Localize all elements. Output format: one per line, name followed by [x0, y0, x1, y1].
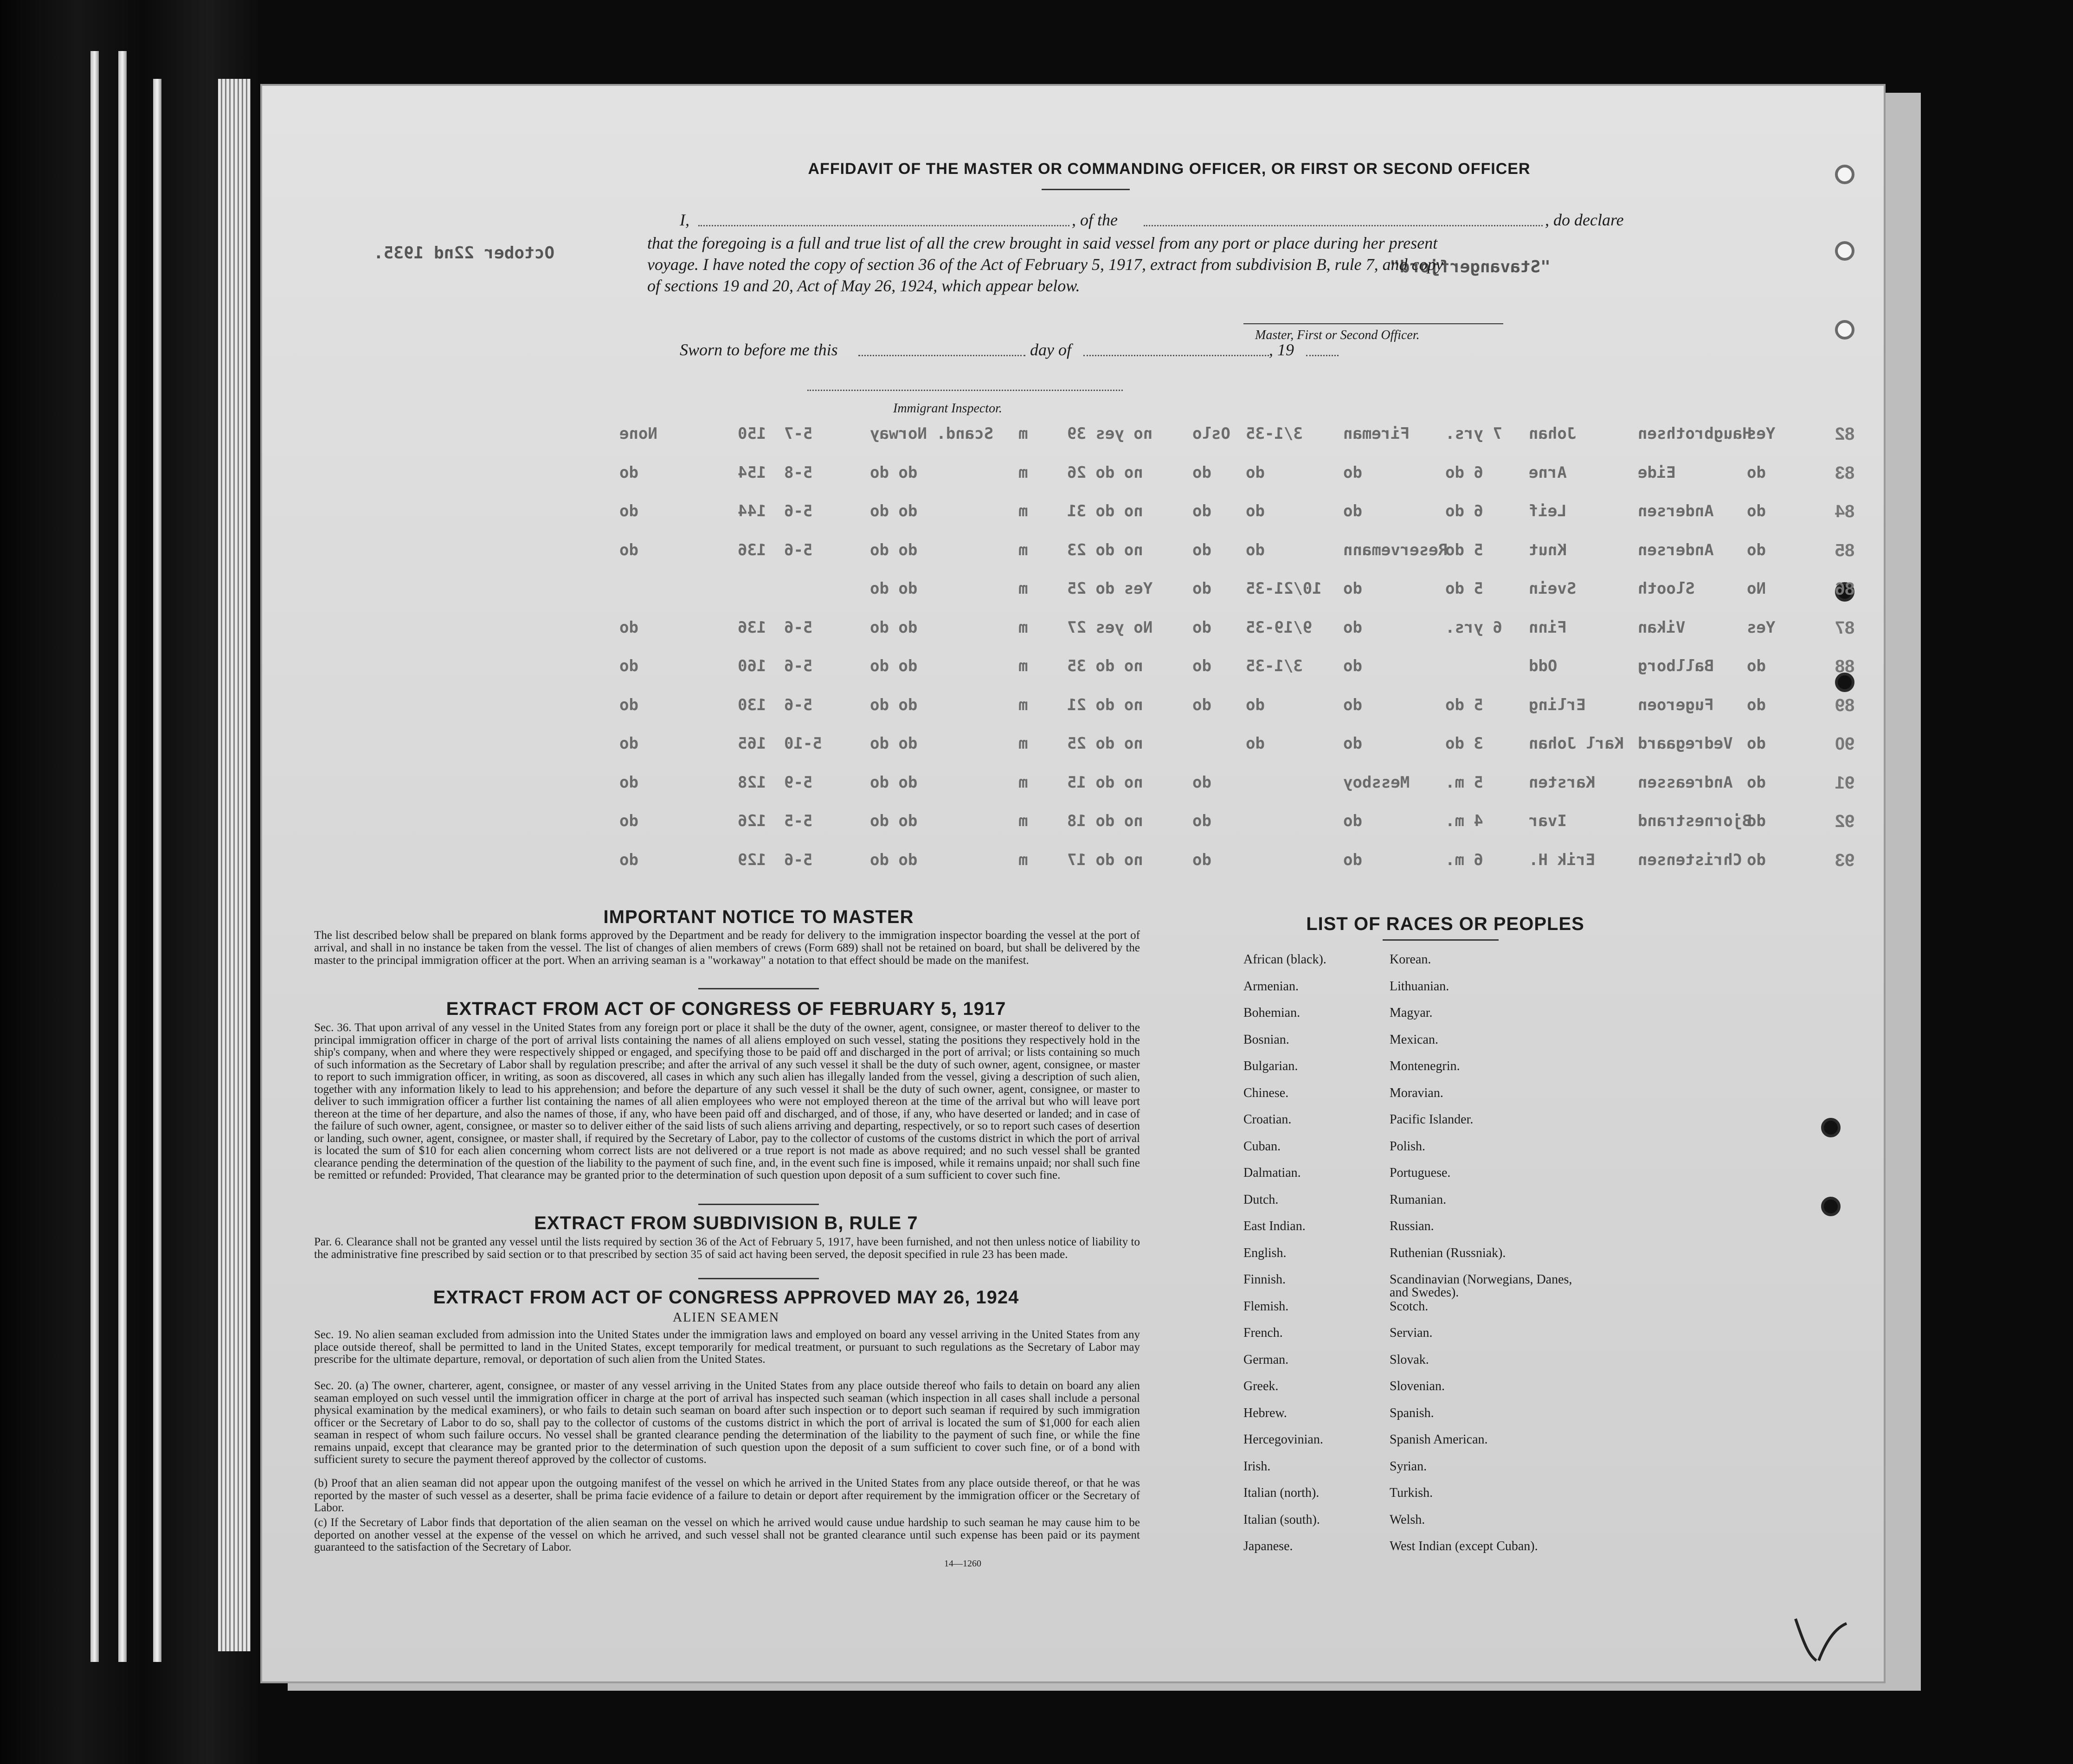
affidavit-line1-of: , of the: [1072, 211, 1118, 229]
crew-cell: Eide: [1638, 463, 1676, 482]
race-item: Bohemian.: [1243, 1006, 1300, 1020]
crew-line-number: 82: [1835, 424, 1855, 444]
crew-cell: do do: [870, 540, 918, 559]
crew-cell: 6 do: [1445, 463, 1483, 482]
crew-cell: no do 15: [1067, 773, 1143, 792]
race-item: Rumanian.: [1390, 1192, 1447, 1207]
crew-cell: m: [1018, 424, 1028, 443]
bleed-through-vessel: "Stavangerfjord": [1390, 257, 1551, 276]
crew-row: [262, 734, 1855, 771]
manifest-page: [262, 86, 1884, 1681]
crew-cell: 5 do: [1445, 695, 1483, 714]
crew-cell: do do: [870, 618, 918, 637]
crew-row: [262, 657, 1855, 694]
crew-cell: 129: [738, 850, 766, 869]
race-item: Dalmatian.: [1243, 1166, 1301, 1180]
crew-cell: 5 do: [1445, 579, 1483, 598]
crew-cell: no yes 39: [1067, 424, 1153, 443]
crew-cell: 136: [738, 618, 766, 637]
crew-cell: 5 do: [1445, 540, 1483, 559]
crew-cell: do: [1246, 463, 1265, 482]
crew-line-number: 84: [1835, 502, 1855, 521]
crew-cell: m: [1018, 812, 1028, 830]
race-item: Servian.: [1390, 1326, 1433, 1340]
crew-line-number: 91: [1835, 773, 1855, 793]
race-item: Lithuanian.: [1390, 979, 1449, 994]
race-item: Italian (south).: [1243, 1512, 1320, 1527]
crew-cell: 5-6: [784, 540, 813, 559]
crew-cell: 7 yrs.: [1445, 424, 1502, 443]
race-item: Scandinavian (Norwegians, Danes, and Swedes).: [1390, 1272, 1572, 1300]
crew-cell: Yes: [1747, 618, 1776, 637]
crew-cell: do: [619, 734, 638, 753]
binder-hole-icon: [1835, 165, 1854, 184]
crew-cell: 5-8: [784, 463, 813, 482]
race-item: Cuban.: [1243, 1139, 1281, 1154]
crew-cell: 5-6: [784, 502, 813, 520]
crew-cell: 9/19-35: [1246, 618, 1313, 637]
crew-cell: do: [1343, 695, 1362, 714]
crew-cell: do: [1747, 850, 1766, 869]
crew-cell: 10/21-35: [1246, 579, 1322, 598]
divider: [698, 988, 819, 989]
crew-cell: Yes: [1747, 424, 1776, 443]
crew-cell: do: [619, 618, 638, 637]
crew-cell: do: [1192, 657, 1211, 675]
crew-cell: 3 do: [1445, 734, 1483, 753]
crew-cell: do: [619, 850, 638, 869]
binder-hole-icon: [1835, 320, 1854, 340]
crew-cell: do: [1343, 579, 1362, 598]
crew-cell: Johan: [1529, 424, 1577, 443]
crew-cell: do do: [870, 695, 918, 714]
crew-cell: Yes do 25: [1067, 579, 1153, 598]
crew-cell: 5-6: [784, 850, 813, 869]
race-item: Irish.: [1243, 1459, 1271, 1474]
crew-cell: m: [1018, 850, 1028, 869]
crew-cell: do: [1192, 463, 1211, 482]
crew-cell: Odd: [1529, 657, 1558, 675]
crew-cell: do: [1747, 502, 1766, 520]
crew-cell: 5-6: [784, 618, 813, 637]
signature-line: [1243, 323, 1503, 324]
crew-line-number: 85: [1835, 540, 1855, 560]
race-item: Croatian.: [1243, 1112, 1292, 1127]
crew-row: [262, 502, 1855, 539]
crew-cell: Leif: [1529, 502, 1567, 520]
binder-hole-icon: [1821, 1118, 1841, 1137]
divider: [698, 1204, 819, 1205]
crew-cell: do: [1246, 502, 1265, 520]
crew-cell: 165: [738, 734, 766, 753]
binder-hole-icon: [1835, 241, 1854, 261]
crew-cell: do: [1747, 540, 1766, 559]
crew-cell: Slooth: [1638, 579, 1695, 598]
crew-cell: 4 m.: [1445, 812, 1483, 830]
sec19-text: Sec. 19. No alien seaman excluded from admission into the United States under the immigration laws and employed on board any vessel arriving in the United States from any place outside thereof, shall be permitted to land in the United States, except temporarily for medical treatment, or pursuant to such regulations as the Secretary of Labor may prescribe for the ultimate departure, removal, or deportation of such alien from the United States.: [314, 1328, 1140, 1366]
crew-line-number: 92: [1835, 812, 1855, 831]
crew-cell: Christensen: [1638, 850, 1743, 869]
race-item: Italian (north).: [1243, 1486, 1320, 1500]
vessel-blank: [1144, 225, 1543, 226]
race-item: Spanish American.: [1390, 1432, 1488, 1447]
race-item: Magyar.: [1390, 1006, 1433, 1020]
crew-cell: Karl Johan: [1529, 734, 1624, 753]
crew-cell: do do: [870, 734, 918, 753]
crew-cell: do: [1747, 463, 1766, 482]
race-item: Armenian.: [1243, 979, 1299, 994]
race-item: German.: [1243, 1352, 1289, 1367]
crew-cell: 150: [738, 424, 766, 443]
race-item: Greek.: [1243, 1379, 1279, 1393]
race-item: French.: [1243, 1326, 1283, 1340]
crew-cell: do do: [870, 812, 918, 830]
crew-cell: Andreassen: [1638, 773, 1733, 792]
crew-cell: Oslo: [1192, 424, 1230, 443]
crew-cell: 5-6: [784, 695, 813, 714]
extract-rule7-title: EXTRACT FROM SUBDIVISION B, RULE 7: [534, 1213, 918, 1233]
crew-cell: do: [1343, 657, 1362, 675]
crew-cell: do: [1192, 850, 1211, 869]
crew-cell: Erling: [1529, 695, 1586, 714]
crew-cell: do: [619, 773, 638, 792]
crew-cell: Svein: [1529, 579, 1577, 598]
sworn-prefix: Sworn to before me this: [680, 340, 838, 359]
crew-cell: m: [1018, 618, 1028, 637]
extract-1917-title: EXTRACT FROM ACT OF CONGRESS OF FEBRUARY 5, 1917: [446, 999, 1006, 1019]
crew-cell: Messboy: [1343, 773, 1410, 792]
crew-cell: no do 18: [1067, 812, 1143, 830]
crew-cell: 3/1-35: [1246, 424, 1303, 443]
crew-cell: m: [1018, 579, 1028, 598]
crew-cell: do do: [870, 657, 918, 675]
crew-cell: None: [619, 424, 657, 443]
form-number: 14—1260: [944, 1559, 981, 1569]
crew-cell: do: [619, 812, 638, 830]
crew-cell: 6 m.: [1445, 850, 1483, 869]
race-item: Japanese.: [1243, 1539, 1293, 1553]
inspector-signature-blank: [807, 390, 1123, 391]
crew-cell: m: [1018, 502, 1028, 520]
page-stack-edge: [218, 79, 251, 1651]
race-item: Bosnian.: [1243, 1032, 1289, 1047]
crew-cell: do do: [870, 579, 918, 598]
binder-strip: [153, 79, 161, 1662]
crew-cell: 5-9: [784, 773, 813, 792]
crew-cell: do: [1192, 618, 1211, 637]
race-item: Mexican.: [1390, 1032, 1438, 1047]
extract-1924-title: EXTRACT FROM ACT OF CONGRESS APPROVED MAY 26, 1924: [433, 1287, 1019, 1308]
race-item: Slovak.: [1390, 1352, 1429, 1367]
crew-cell: do: [1747, 812, 1766, 830]
bleed-through-date: October 22nd 1935.: [373, 244, 555, 263]
race-item: Syrian.: [1390, 1459, 1427, 1474]
crew-cell: Bjornestrand: [1638, 812, 1752, 830]
crew-cell: do: [1192, 695, 1211, 714]
crew-cell: no do 17: [1067, 850, 1143, 869]
crew-cell: do: [1343, 734, 1362, 753]
crew-cell: do: [619, 540, 638, 559]
crew-row: [262, 812, 1855, 849]
notice-title: IMPORTANT NOTICE TO MASTER: [603, 907, 914, 927]
crew-row: [262, 579, 1855, 616]
crew-cell: do: [619, 502, 638, 520]
race-item: Welsh.: [1390, 1512, 1425, 1527]
crew-cell: do: [1192, 812, 1211, 830]
crew-cell: do: [1343, 812, 1362, 830]
handwritten-mark-icon: [1791, 1610, 1851, 1665]
crew-cell: do: [1192, 579, 1211, 598]
crew-cell: do: [619, 463, 638, 482]
crew-row: [262, 463, 1855, 500]
crew-cell: do do: [870, 773, 918, 792]
crew-row: [262, 850, 1855, 888]
crew-cell: no do 25: [1067, 734, 1143, 753]
crew-cell: No yes 27: [1067, 618, 1153, 637]
crew-cell: 5-10: [784, 734, 822, 753]
crew-row: [262, 773, 1855, 810]
crew-cell: m: [1018, 695, 1028, 714]
race-item: Portuguese.: [1390, 1166, 1451, 1180]
inspector-label: Immigrant Inspector.: [893, 401, 1002, 416]
race-item: Hercegovinian.: [1243, 1432, 1323, 1447]
crew-cell: do: [1246, 734, 1265, 753]
crew-line-number: 87: [1835, 618, 1855, 638]
race-item: Chinese.: [1243, 1085, 1289, 1100]
race-item: English.: [1243, 1245, 1287, 1260]
sec20a-text: Sec. 20. (a) The owner, charterer, agent, consignee, or master of any vessel arriving in the United States from any place outside thereof who fails to detain on board any alien seaman employed on such vessel until the immigration officer in charge at the port of arrival has inspected such seaman (which inspection in all cases shall include a personal physical examination by the medical examiners), or who fails to detain such seaman on board after such inspection or to deport such seaman if required by such immigration officer or the Secretary of Labor to do so, shall pay to the collector of customs of the customs district in which the port of arrival is located the sum of $1,000 for each alien seaman in respect of whom such failure occurs. No vessel shall be granted clearance pending the determination of the liability to the payment of such fine, or while the fine remains unpaid, except that clearance may be granted prior to the determination of such question upon the deposit of a sum sufficient to cover such fine, or of a bond with sufficient surety to secure the payment thereof approved by the collector of customs.: [314, 1379, 1140, 1466]
race-item: Polish.: [1390, 1139, 1426, 1154]
crew-cell: do: [1192, 540, 1211, 559]
crew-cell: Haugbrothsen: [1638, 424, 1752, 443]
crew-cell: do: [1343, 463, 1362, 482]
affidavit-line3: voyage. I have noted the copy of section 36 of the Act of February 5, 1917, extract from subdivision B, rule 7, and copy: [647, 255, 1443, 274]
crew-cell: do: [1343, 502, 1362, 520]
crew-cell: do: [1747, 773, 1766, 792]
crew-cell: do: [1246, 540, 1265, 559]
crew-cell: do: [1747, 695, 1766, 714]
crew-cell: Andersen: [1638, 540, 1714, 559]
affidavit-line4: of sections 19 and 20, Act of May 26, 1924, which appear below.: [647, 276, 1080, 295]
crew-cell: Arne: [1529, 463, 1567, 482]
crew-cell: Scand. Norway: [870, 424, 994, 443]
crew-line-number: 90: [1835, 734, 1855, 754]
crew-cell: Ivar: [1529, 812, 1567, 830]
crew-cell: Knut: [1529, 540, 1567, 559]
crew-cell: Finn: [1529, 618, 1567, 637]
race-item: Slovenian.: [1390, 1379, 1445, 1393]
crew-cell: do do: [870, 463, 918, 482]
crew-row: [262, 424, 1855, 462]
crew-cell: no do 23: [1067, 540, 1143, 559]
crew-cell: 160: [738, 657, 766, 675]
sworn-month-blank: [1083, 355, 1269, 356]
crew-line-number: 93: [1835, 850, 1855, 870]
notice-text: The list described below shall be prepared on blank forms approved by the Department and be ready for delivery to the immigration inspector boarding the vessel at the port of arrival, and shall in no instance be taken from the vessel. The list of changes of alien members of crews (Form 689) shall not be retained on board, but shall be delivered by the master to the principal immigration officer at the port. When an arriving seaman is a "workaway" a notation to that effect should be made on the manifest.: [314, 929, 1140, 967]
crew-cell: 5-7: [784, 424, 813, 443]
crew-cell: 5-6: [784, 657, 813, 675]
crew-cell: 144: [738, 502, 766, 520]
sworn-day-label: day of: [1030, 340, 1071, 359]
crew-cell: Erik H.: [1529, 850, 1596, 869]
crew-cell: 5 m.: [1445, 773, 1483, 792]
title-underline: [1042, 189, 1130, 190]
crew-cell: Fireman: [1343, 424, 1410, 443]
crew-cell: Vedregaard: [1638, 734, 1733, 753]
crew-cell: do: [1343, 618, 1362, 637]
crew-cell: do: [1747, 734, 1766, 753]
sworn-year-blank: [1306, 355, 1339, 356]
race-item: Korean.: [1390, 952, 1431, 967]
crew-line-number: 88: [1835, 657, 1855, 676]
binder-strip: [90, 51, 99, 1662]
race-item: African (black).: [1243, 952, 1326, 967]
crew-line-number: 89: [1835, 695, 1855, 715]
crew-cell: no do 31: [1067, 502, 1143, 520]
sec20b-text: (b) Proof that an alien seaman did not appear upon the outgoing manifest of the vessel on which he arrived in the United States from any place outside thereof, or that he was reported by the master of such vessel as a deserter, shall be prima facie evidence of a failure to detain or deport after requirement by the immigration officer or the Secretary of Labor.: [314, 1477, 1140, 1514]
crew-cell: 154: [738, 463, 766, 482]
crew-cell: Andersen: [1638, 502, 1714, 520]
crew-cell: no do 21: [1067, 695, 1143, 714]
race-item: Pacific Islander.: [1390, 1112, 1474, 1127]
crew-cell: m: [1018, 773, 1028, 792]
race-item: Hebrew.: [1243, 1405, 1287, 1420]
crew-row: [262, 695, 1855, 733]
crew-cell: 136: [738, 540, 766, 559]
crew-cell: do: [1192, 502, 1211, 520]
crew-cell: Vikan: [1638, 618, 1686, 637]
alien-seamen-subtitle: ALIEN SEAMEN: [672, 1310, 780, 1325]
races-title: LIST OF RACES OR PEOPLES: [1306, 914, 1584, 934]
crew-cell: m: [1018, 734, 1028, 753]
affidavit-line2: that the foregoing is a full and true list of all the crew brought in said vessel from any port or place during her present: [647, 234, 1438, 252]
crew-cell: 6 do: [1445, 502, 1483, 520]
affidavit-line1-declare: , do declare: [1545, 211, 1624, 229]
race-item: Montenegrin.: [1390, 1059, 1460, 1073]
crew-cell: m: [1018, 540, 1028, 559]
race-item: Flemish.: [1243, 1299, 1289, 1314]
crew-cell: Karsten: [1529, 773, 1596, 792]
crew-cell: Fugeroen: [1638, 695, 1714, 714]
crew-cell: no do 35: [1067, 657, 1143, 675]
binder-strip: [118, 51, 127, 1662]
sec20c-text: (c) If the Secretary of Labor finds that deportation of the alien seaman on the vessel on which he arrived would cause undue hardship to such seaman he may cause him to be deported on another vessel at the expense of the vessel on which he arrived, and such vessel shall not be granted clearance until such expense has been paid or its payment guaranteed to the satisfaction of the Secretary of Labor.: [314, 1516, 1140, 1553]
divider: [1383, 939, 1499, 941]
crew-cell: no do 26: [1067, 463, 1143, 482]
crew-cell: do: [1246, 695, 1265, 714]
race-item: Russian.: [1390, 1219, 1434, 1233]
sworn-year-label: , 19: [1269, 340, 1294, 359]
binder-hole-icon: [1821, 1197, 1841, 1216]
crew-cell: 128: [738, 773, 766, 792]
crew-line-number: 86: [1835, 579, 1855, 599]
race-item: Dutch.: [1243, 1192, 1279, 1207]
race-item: West Indian (except Cuban).: [1390, 1539, 1538, 1553]
crew-line-number: 83: [1835, 463, 1855, 483]
affidavit-line1-prefix: I,: [680, 211, 689, 229]
extract-1917-text: Sec. 36. That upon arrival of any vessel in the United States from any foreign port or place it shall be the duty of the owner, agent, consignee, or master thereof to deliver to the principal immigration officer in charge of the port of arrival lists containing the names of all aliens employed on such vessel, stating the positions they respectively hold in the ship's company, when and where they were respectively shipped or engaged, and specifying those to be paid off and discharged in the port of arrival; or lists containing so much of such information as the Secretary of Labor shall by regulation prescribe; and after the arrival of any such vessel it shall be the duty of such owner, agent, consignee, or master to report to such immigration officer, in writing, as soon as discovered, all cases in which any such alien has illegally landed from the vessel, giving a description of such alien, together with any information likely to lead to his apprehension; and before the departure of any such vessel it shall be the duty of such owner, agent, consignee, or master to deliver to such immigration officer a further list containing the names of all alien employees who were not employed thereon at the time of the arrival but who will leave port thereon at the time of her departure, and also the names of those, if any, who have been paid off and discharged, and of those, if any, who have deserted or landed; and in case of the failure of such owner, agent, consignee, or master so to deliver either of the said lists of such aliens arriving and departing, respectively, or so to report such cases of desertion or landing, such owner, agent, consignee, or master shall, if required by the Secretary of Labor, pay to the collector of customs of the customs district in which the port of arrival is located the sum of $10 for each alien concerning whom correct lists are not delivered or a true report is not made as above required; and no such vessel shall be granted clearance pending the determination of the question of the liability to the payment of such fine, and, in the event such fine is imposed, while it remains unpaid; nor shall such fine be remitted or refunded: Provided, That clearance may be granted prior to the determination of such question upon deposit of a sum sufficient to cover such fine.: [314, 1021, 1140, 1181]
signature-label: Master, First or Second Officer.: [1255, 328, 1420, 342]
crew-cell: 5-5: [784, 812, 813, 830]
crew-cell: Reservemann: [1343, 540, 1448, 559]
affidavit-title: AFFIDAVIT OF THE MASTER OR COMMANDING OFFICER, OR FIRST OR SECOND OFFICER: [808, 160, 1531, 178]
crew-cell: do: [619, 695, 638, 714]
race-item: Turkish.: [1390, 1486, 1433, 1500]
crew-row: [262, 540, 1855, 578]
crew-row: [262, 618, 1855, 655]
race-item: Bulgarian.: [1243, 1059, 1298, 1073]
extract-rule7-text: Par. 6. Clearance shall not be granted any vessel until the lists required by section 36 of the Act of February 5, 1917, have been furnished, and not then unless notice of liability to the administrative fine prescribed by said section or to that prescribed by section 35 of said act having been served, the deposit specified in rule 23 has been made.: [314, 1236, 1140, 1261]
crew-cell: m: [1018, 657, 1028, 675]
crew-cell: do: [1343, 850, 1362, 869]
race-item: Moravian.: [1390, 1085, 1443, 1100]
crew-cell: do do: [870, 502, 918, 520]
race-item: Ruthenian (Russniak).: [1390, 1245, 1506, 1260]
crew-cell: No: [1747, 579, 1766, 598]
name-blank: [698, 225, 1069, 226]
divider: [698, 1278, 819, 1279]
crew-cell: do: [1192, 773, 1211, 792]
crew-cell: 130: [738, 695, 766, 714]
crew-cell: do do: [870, 850, 918, 869]
crew-cell: do: [619, 657, 638, 675]
crew-cell: 6 yrs.: [1445, 618, 1502, 637]
crew-cell: 3/1-35: [1246, 657, 1303, 675]
crew-cell: m: [1018, 463, 1028, 482]
sworn-day-blank: [858, 355, 1025, 356]
race-item: Scotch.: [1390, 1299, 1429, 1314]
race-item: East Indian.: [1243, 1219, 1306, 1233]
crew-cell: Ballborg: [1638, 657, 1714, 675]
crew-cell: do: [1747, 657, 1766, 675]
crew-cell: 126: [738, 812, 766, 830]
race-item: Spanish.: [1390, 1405, 1434, 1420]
race-item: Finnish.: [1243, 1272, 1286, 1287]
